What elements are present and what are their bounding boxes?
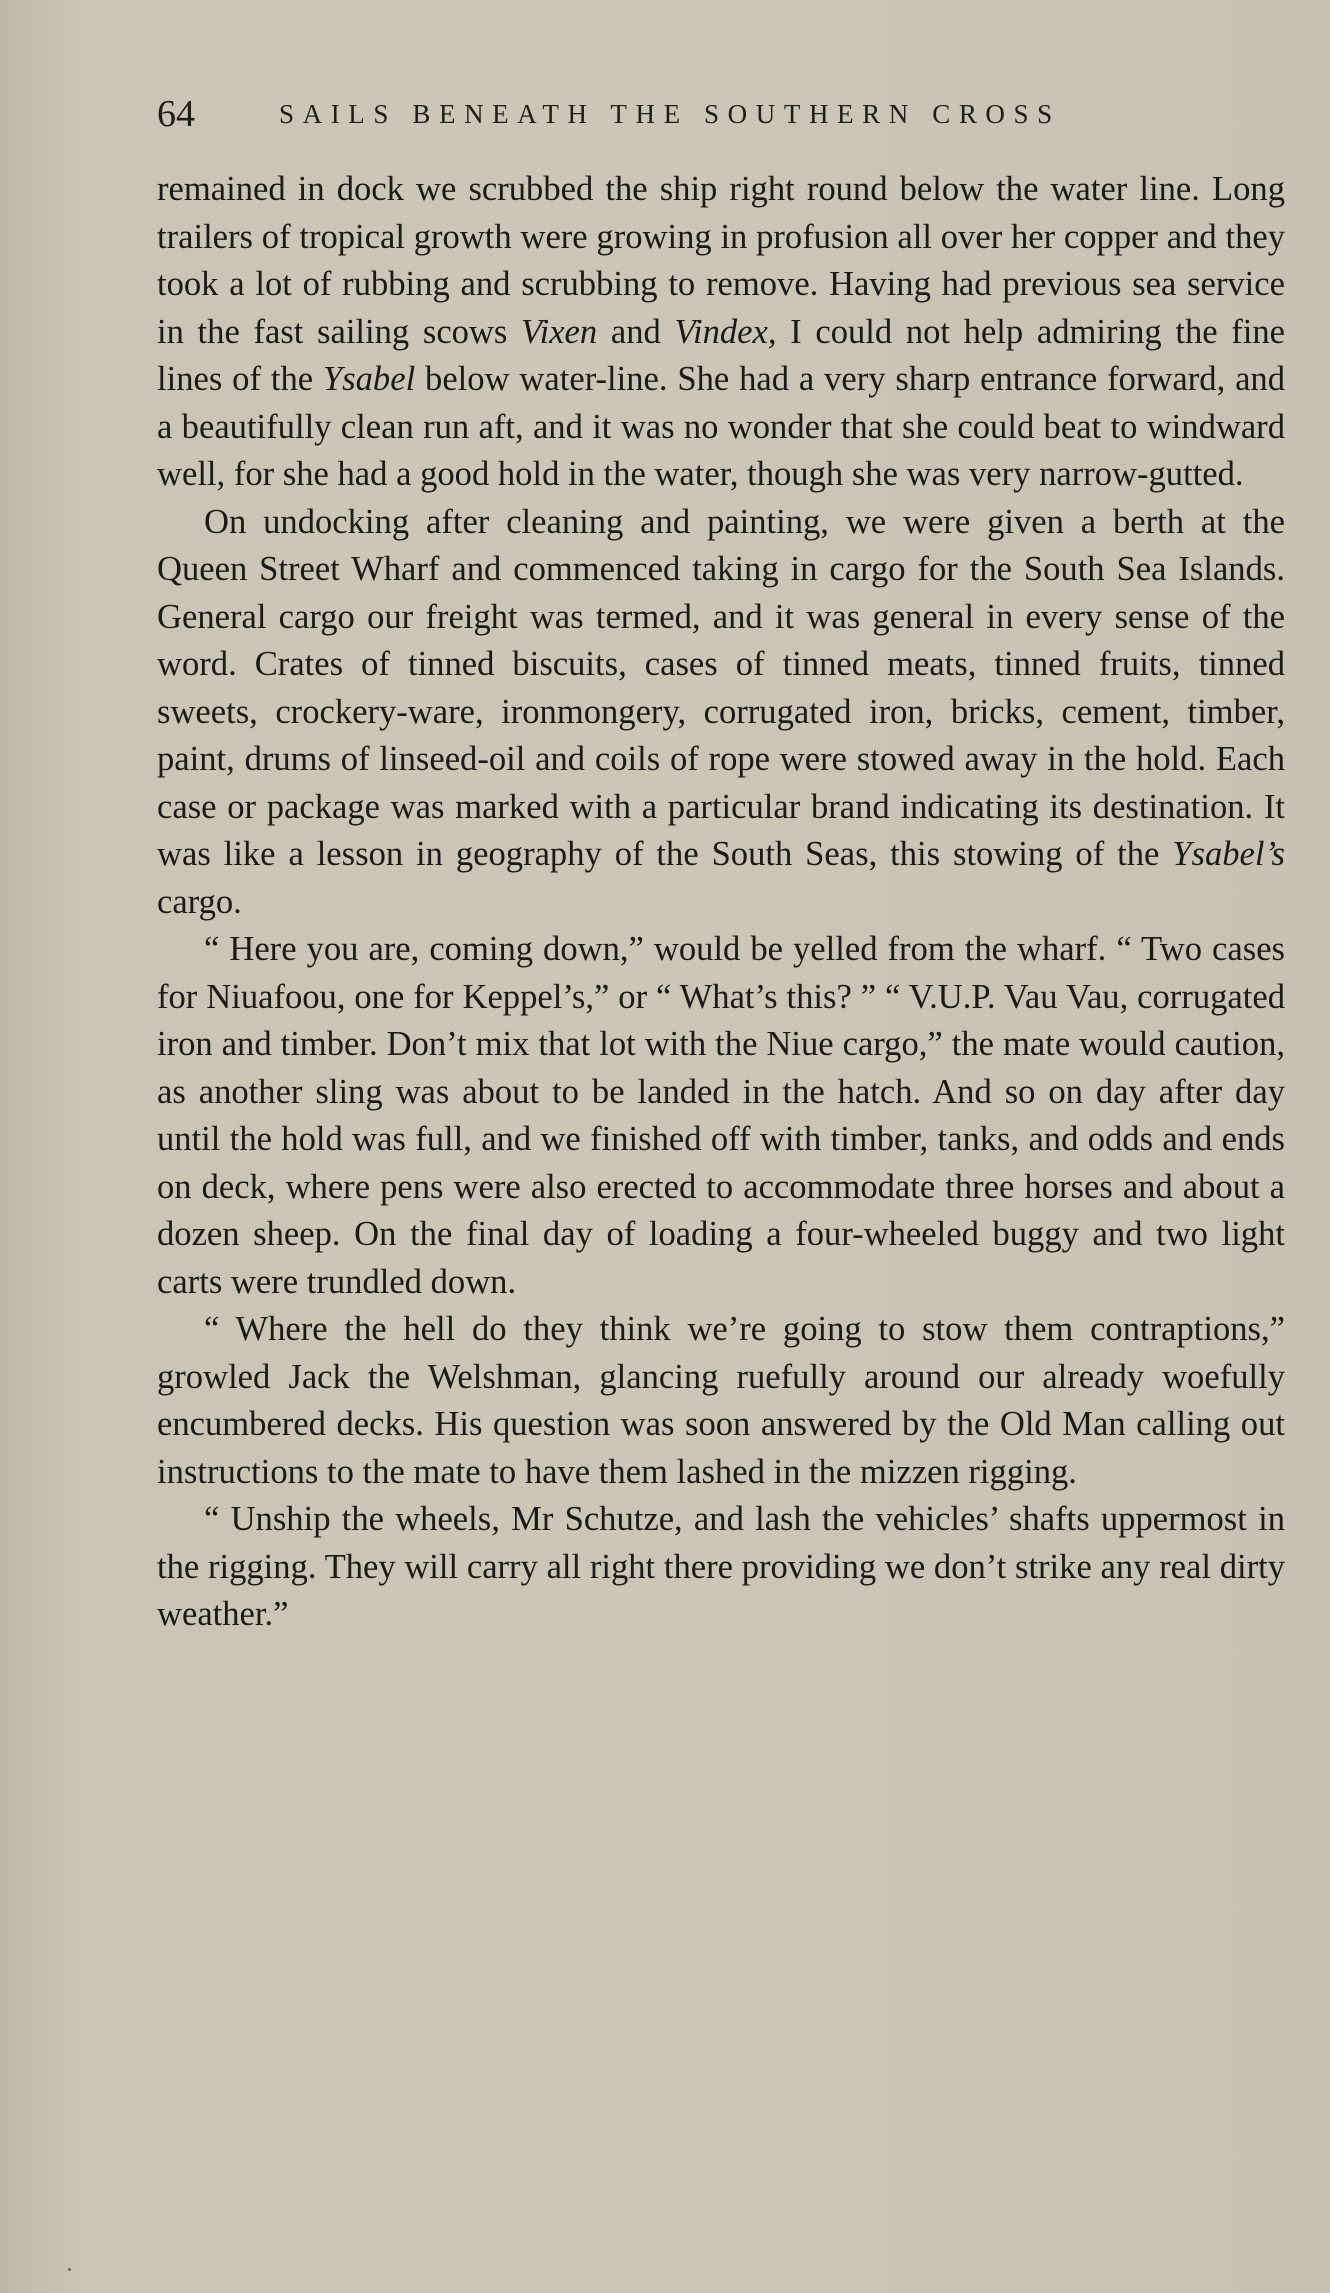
- text-run: remained in dock we scrubbed the ship right round below the water line. Long trailers of tropical growth were growing in profusion all over her copper and they took a lot of rubbing and scrubbing to remove. Having had previous sea service in the fast sailing scows: [157, 170, 1285, 351]
- text-run: below water-line. She had a very sharp entrance forward, and a beautifully clean run aft, and it was no wonder that she could beat to windward well, for she had a good hold in the water, though she was very narrow-gutted.: [157, 360, 1285, 493]
- italic-text: Vixen: [521, 312, 598, 351]
- paragraph-p3: [157, 926, 1285, 1306]
- body-text: [157, 166, 1285, 1639]
- text-run: “ Here you are, coming down,” would be yelled from the wharf. “ Two cases for Niuafoou, one for Keppel’s,” or “ What’s this? ” “ V.U.P. Vau Vau, corrugated iron and timber. Don’t mix that lot with the Niue cargo,” the mate would caution, as another sling was about to be landed in the hatch. And so on day after day until the hold was full, and we finished off with timber, tanks, and odds and ends on deck, where pens were also erected to accommodate three horses and about a dozen sheep. On the final day of loading a four-wheeled buggy and two light carts were trundled down.: [157, 930, 1285, 1301]
- italic-text: Ysabel: [322, 360, 416, 398]
- text-run: On undocking after cleaning and painting, we were given a berth at the Queen Street Wharf and commenced taking in cargo for the South Sea Islands. General cargo our freight was termed, and it was general in every sense of the word. Crates of tinned biscuits, cases of tinned meats, tinned fruits, tinned sweets, crockery-ware, ironmongery, corrugated iron, bricks, cement, timber, paint, drums of linseed-oil and coils of rope were stowed away in the hold. Each case or package was marked with a particular brand indicating its destination. It was like a lesson in geography of the South Seas, this stowing of the: [157, 502, 1285, 873]
- paragraph-p4: [157, 1306, 1285, 1496]
- text-run: “ Unship the wheels, Mr Schutze, and lash the vehicles’ shafts uppermost in the rigging. They will carry all right there providing we don’t strike any real dirty weather.”: [157, 1500, 1285, 1633]
- text-run: and: [597, 312, 675, 351]
- paragraph-p1: [157, 166, 1285, 499]
- italic-text: Ysabel’s: [1172, 835, 1285, 873]
- page-header: [157, 90, 1227, 138]
- text-run: “ Where the hell do they think we’re going to stow them contraptions,” growled Jack the Welshman, glancing ruefully around our already woefully encumbered decks. His question was soon answered by the Old Man calling out instructions to the mate to have them lashed in the mizzen rigging.: [157, 1310, 1285, 1491]
- text-run: cargo.: [157, 882, 242, 921]
- italic-text: Vindex,: [674, 312, 777, 351]
- paragraph-p5: [157, 1496, 1285, 1639]
- paragraph-p2: [157, 499, 1285, 927]
- text-run: I could not help admiring the fine lines of the: [157, 312, 1285, 398]
- running-title: SAILS BENEATH THE SOUTHERN CROSS: [279, 99, 1061, 129]
- paper-speck: [68, 2268, 71, 2271]
- page-number: 64: [157, 93, 195, 135]
